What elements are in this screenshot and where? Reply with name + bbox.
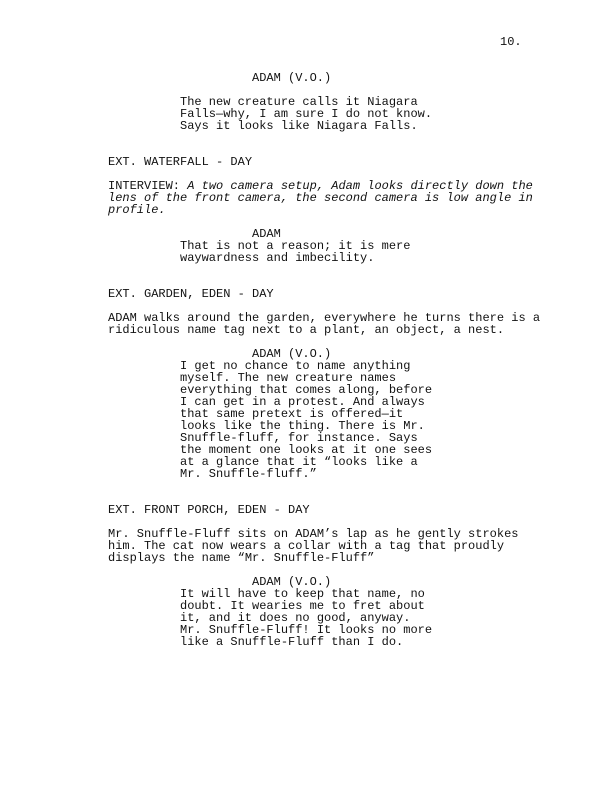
dialogue-line: Says it looks like Niagara Falls.: [180, 119, 418, 133]
dialogue-line: everything that comes along, before: [180, 383, 433, 397]
dialogue-line: The new creature calls it Niagara: [180, 95, 418, 109]
action-line: displays the name “Mr. Snuffle-Fluff”: [108, 551, 375, 565]
scene-heading: EXT. GARDEN, EDEN - DAY: [108, 287, 274, 301]
action-line: him. The cat now wears a collar with a tag that proudly: [108, 539, 505, 553]
action-line: ridiculous name tag next to a plant, an object, a nest.: [108, 323, 505, 337]
dialogue-line: myself. The new creature names: [180, 371, 397, 385]
action-line: lens of the front camera, the second camera is low angle in: [108, 191, 533, 205]
dialogue-line: looks like the thing. There is Mr.: [180, 419, 425, 433]
dialogue-line: That is not a reason; it is mere: [180, 239, 411, 253]
character-cue: ADAM: [252, 227, 281, 241]
dialogue-line: it, and it does no good, anyway.: [180, 611, 411, 625]
scene-heading: EXT. WATERFALL - DAY: [108, 155, 253, 169]
dialogue-line: Mr. Snuffle-Fluff! It looks no more: [180, 623, 433, 637]
action-line: Mr. Snuffle-Fluff sits on ADAM’s lap as he gently strokes: [108, 527, 519, 541]
action-label: INTERVIEW:: [108, 179, 181, 193]
action-line: ADAM walks around the garden, everywhere he turns there is a: [108, 311, 541, 325]
dialogue-line: Mr. Snuffle-fluff.”: [180, 467, 317, 481]
dialogue-line: doubt. It wearies me to fret about: [180, 599, 425, 613]
character-cue: ADAM (V.O.): [252, 71, 332, 85]
character-cue: ADAM (V.O.): [252, 575, 332, 589]
dialogue-line: the moment one looks at it one sees: [180, 443, 433, 457]
dialogue-line: I get no chance to name anything: [180, 359, 411, 373]
dialogue-line: that same pretext is offered—it: [180, 407, 404, 421]
dialogue-line: I can get in a protest. And always: [180, 395, 425, 409]
action-line: profile.: [108, 203, 166, 217]
dialogue-line: at a glance that it “looks like a: [180, 455, 418, 469]
dialogue-line: It will have to keep that name, no: [180, 587, 425, 601]
character-cue: ADAM (V.O.): [252, 347, 332, 361]
dialogue-line: Falls—why, I am sure I do not know.: [180, 107, 433, 121]
dialogue-line: Snuffle-fluff, for instance. Says: [180, 431, 418, 445]
page-number: 10.: [500, 35, 522, 49]
scene-heading: EXT. FRONT PORCH, EDEN - DAY: [108, 503, 310, 517]
dialogue-line: like a Snuffle-Fluff than I do.: [180, 635, 404, 649]
action-italic-text: A two camera setup, Adam looks directly down the: [180, 179, 533, 193]
dialogue-line: waywardness and imbecility.: [180, 251, 375, 265]
